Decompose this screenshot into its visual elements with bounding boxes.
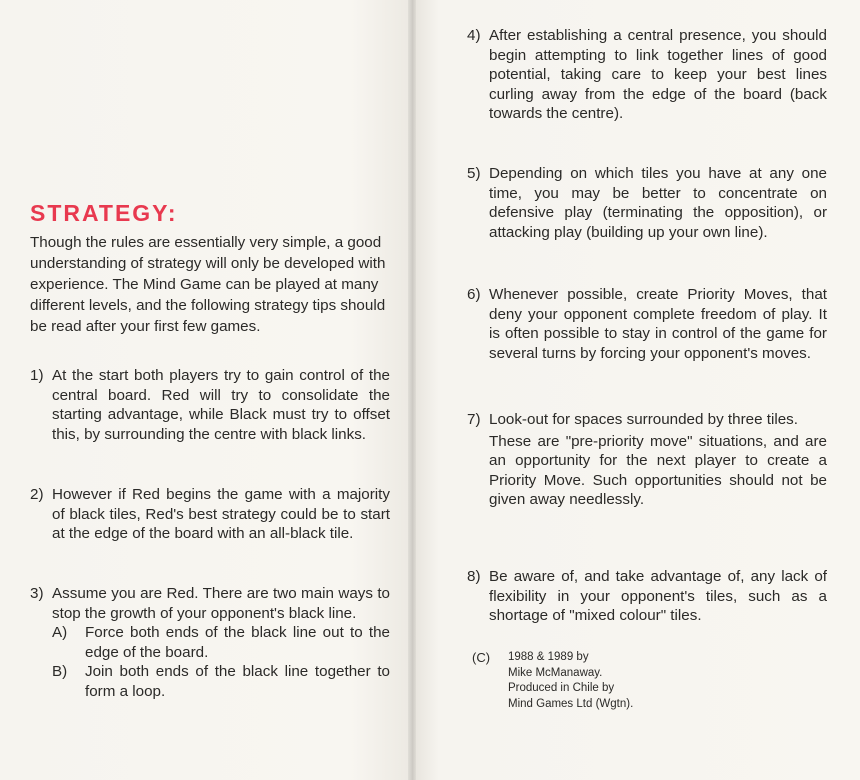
tip-text: At the start both players try to gain control of the central board. Red will try to consolidate the starting advantage, while Black must try to offset this, by surrounding the centre with black links.	[52, 367, 390, 443]
tip-3	[30, 584, 390, 702]
tip-body	[489, 410, 827, 510]
copyright-line: Produced in Chile by	[508, 682, 615, 694]
tip-text: However if Red begins the game with a majority of black tiles, Red's best strategy could be to start at the edge of the board with an all-black tile.	[52, 486, 390, 543]
copyright-line: 1988 & 1989 by	[508, 651, 589, 663]
tip-6	[467, 285, 827, 363]
copyright-line: Mike McManaway.	[508, 666, 603, 679]
tip-number: 7)	[467, 411, 481, 428]
tip-text: Depending on which tiles you have at any one time, you may be better to concentrate on defensive play (terminating the opposition), or attacking play (building up your own line).	[489, 165, 827, 241]
tip-number: 5)	[467, 165, 481, 182]
tip-text: After establishing a central presence, you should begin attempting to link together lines of good potential, taking care to keep your best lines curling away from the edge of the board (back towards the centre).	[489, 27, 827, 123]
book-gutter	[408, 0, 416, 780]
sub-item-b	[52, 662, 390, 701]
intro-paragraph: Though the rules are essentially very simple, a good understanding of strategy will only be developed with experience. The Mind Game can be played at many different levels, and the following strategy tips should be read after your first few games.	[30, 234, 386, 335]
tip-number: 4)	[467, 27, 481, 44]
tip-2	[30, 485, 390, 544]
tip-body	[52, 584, 390, 702]
tip-8	[467, 567, 827, 626]
tip-text: Assume you are Red. There are two main ways to stop the growth of your opponent's black line.	[52, 585, 390, 622]
tip-number: 6)	[467, 286, 481, 303]
page-title: STRATEGY:	[30, 200, 178, 226]
sub-item-text: Force both ends of the black line out to the edge of the board.	[85, 624, 390, 661]
sub-item-label: B)	[52, 663, 68, 681]
copyright-line: Mind Games Ltd (Wgtn).	[508, 697, 634, 710]
tip-number: 8)	[467, 568, 481, 585]
tip-number: 2)	[30, 486, 44, 503]
tip-1	[30, 366, 390, 444]
tip-4	[467, 26, 827, 124]
tip-number: 1)	[30, 367, 44, 384]
copyright-symbol: (C)	[472, 650, 491, 665]
tip-text: Whenever possible, create Priority Moves, that deny your opponent complete freedom of play. It is often possible to stay in control of the game for several turns by forcing your opponent's moves.	[489, 286, 827, 362]
tip-text: Be aware of, and take advantage of, any lack of flexibility in your opponent's tiles, such as a shortage of "mixed colour" tiles.	[489, 568, 827, 625]
copyright-lines	[508, 650, 633, 712]
tip-text-continued: These are "pre-priority move" situations, and are an opportunity for the next player to create a Priority Move. Such opportunities should not be given away needlessly.	[489, 432, 827, 509]
tip-7	[467, 410, 827, 510]
sub-item-text: Join both ends of the black line together to form a loop.	[85, 663, 390, 700]
sub-item-a	[52, 623, 390, 662]
tip-number: 3)	[30, 585, 44, 602]
sub-item-label: A)	[52, 624, 68, 642]
tip-5	[467, 164, 827, 242]
tip-text: Look-out for spaces surrounded by three tiles.	[489, 411, 798, 428]
copyright-notice	[472, 650, 633, 712]
